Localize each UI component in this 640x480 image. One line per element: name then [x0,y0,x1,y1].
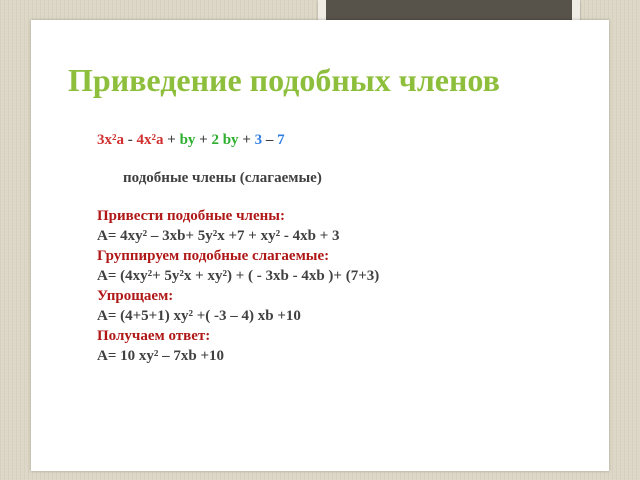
sign-plus: + [195,132,212,148]
spacer [97,188,617,206]
spacer [97,150,617,168]
sign-minus: - [124,132,137,148]
term-3x2a: 3x²a [97,132,124,148]
term-7: 7 [277,132,285,148]
equation-original: А= 4xy² – 3xb+ 5y²x +7 + xy² - 4xb + 3 [97,228,340,244]
equation-grouped: А= (4xy²+ 5y²x + xy²) + ( - 3xb - 4xb )+ (7+3) [97,268,380,284]
term-4x2a: 4x²a [136,132,164,148]
slide [31,20,609,471]
heading-group: Группируем подобные слагаемые: [97,248,330,264]
sign-plus: + [163,132,180,148]
slide-title: Приведение подобных членов [68,62,500,98]
slide-content [97,130,617,366]
term-3: 3 [254,132,263,148]
expression-line [97,130,617,150]
term-2by: 2 by [211,132,239,148]
sign-plus: + [238,132,255,148]
heading-answer: Получаем ответ: [97,328,211,344]
heading-simplify: Упрощаем: [97,288,174,304]
equation-answer: А= 10 xy² – 7xb +10 [97,348,225,364]
heading-task: Привести подобные члены: [97,208,285,224]
subtitle-like-terms: подобные члены (слагаемые) [123,170,322,186]
term-by: by [179,132,196,148]
equation-simplified: А= (4+5+1) xy² +( -3 – 4) xb +10 [97,308,301,324]
sign-minus: – [262,132,278,148]
